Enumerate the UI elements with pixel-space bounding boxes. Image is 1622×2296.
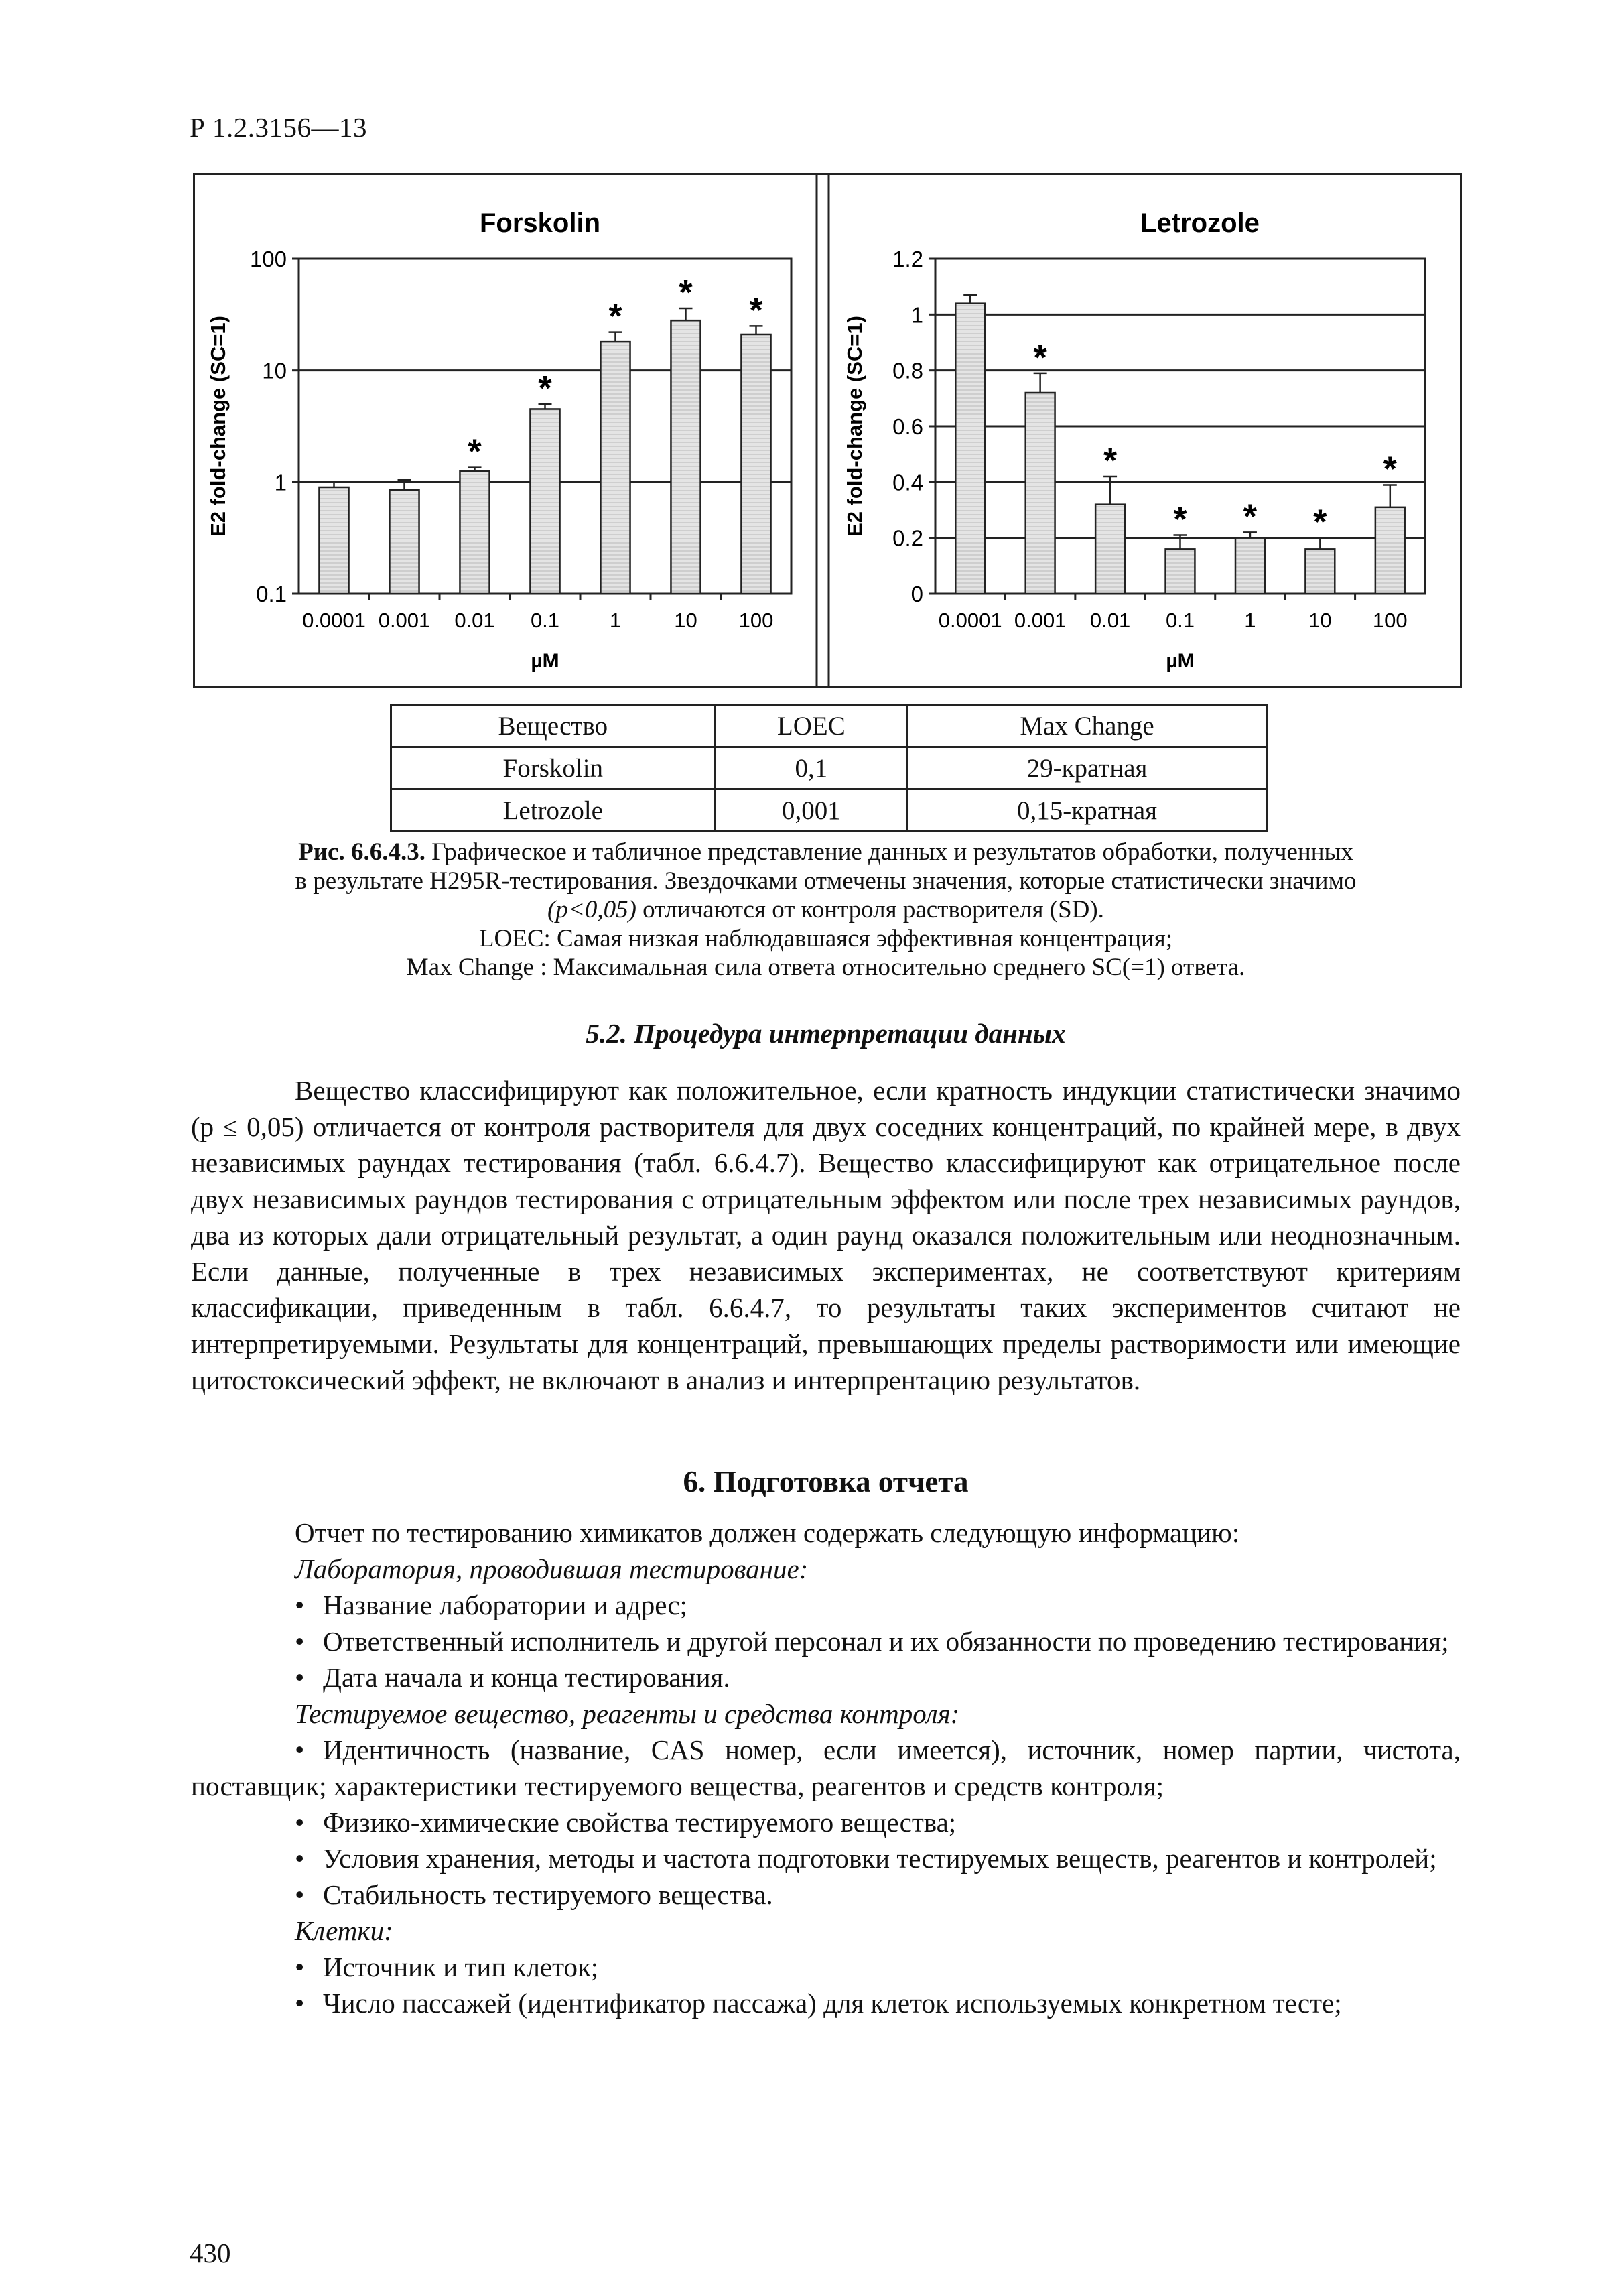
list-item (191, 1949, 1461, 1985)
bar (741, 334, 770, 594)
y-tick-label: 0.8 (892, 358, 923, 383)
y-tick-label: 1 (910, 302, 923, 328)
group-title: Лаборатория, проводившая тестирование: (295, 1553, 809, 1584)
bullet-icon: • (295, 1734, 305, 1765)
bar (1235, 538, 1265, 594)
x-tick-label: 0.0001 (938, 609, 1002, 632)
paragraph: Вещество классифицируют как положительное, если кратность индукции статистически значимо (p ≤ 0,05) отличается от контроля растворителя для двух соседних концентраций, по крайней мере, в двух независимых раундах тестирования (табл. 6.6.4.7). Вещество классифицируют как отрицательное после двух независимых раундов тестирования с отрицательным эффектом или после трех независимых раундов, два из которых дали отрицательный результат, а один раунд оказался положительным или неоднозначным. Если данные, полученные в трех независимых экспериментах, не соответствуют критериям классификации, приведенным в табл. 6.6.4.7, то результаты таких экспериментов считают не интерпретируемыми. Результаты для концентраций, превышающих пределы растворимости или имеющие цитостоксический эффект, не включают в анализ и интерпрентацию результатов. (191, 1075, 1461, 1395)
bar (530, 409, 559, 594)
significance-asterisk: * (1033, 338, 1047, 377)
bullet-icon: • (295, 1626, 305, 1657)
x-tick-label: 1 (609, 609, 622, 632)
table-header-cell: Вещество (391, 705, 716, 747)
list-item-text: Ответственный исполнитель и другой персонал и их обязанности по проведению тестирования; (323, 1626, 1449, 1657)
list-item (191, 1587, 1461, 1623)
list-item (191, 1804, 1461, 1840)
list-item-text: Идентичность (название, CAS номер, если имеется), источник, номер партии, чистота, поставщик; характеристики тестируемого вещества, реагентов и средств контроля; (191, 1734, 1461, 1801)
list-item-text: Число пассажей (идентификатор пассажа) для клеток используемых конкретном тесте; (323, 1988, 1342, 2019)
table-row (391, 789, 1267, 832)
y-axis-label: E2 fold-change (SC=1) (206, 316, 230, 537)
x-axis-label: µM (531, 650, 559, 672)
significance-asterisk: * (608, 297, 622, 336)
y-tick-label: 1 (274, 470, 287, 495)
intro-paragraph: Отчет по тестированию химикатов должен содержать следующую информацию: (295, 1517, 1240, 1548)
list-item (191, 1985, 1461, 2021)
y-tick-label: 1.2 (892, 247, 923, 271)
bar (1095, 505, 1125, 594)
list-item-text: Название лаборатории и адрес; (323, 1590, 688, 1620)
x-tick-label: 100 (1372, 609, 1408, 632)
caption-line: Графическое и табличное представление данных и результатов обработки, полученных (425, 838, 1353, 866)
results-table (390, 704, 1268, 832)
significance-asterisk: * (1173, 500, 1187, 539)
significance-asterisk: * (538, 369, 552, 408)
bar (1026, 393, 1055, 594)
list-item-text: Физико-химические свойства тестируемого вещества; (323, 1807, 957, 1838)
caption-label: Рис. 6.6.4.3. (298, 838, 425, 866)
table-row (391, 747, 1267, 789)
x-tick-label: 10 (1308, 609, 1332, 632)
page-number: 430 (190, 2238, 231, 2269)
list-item (191, 1623, 1461, 1659)
y-tick-label: 0 (910, 582, 923, 607)
significance-asterisk: * (1383, 450, 1397, 489)
section-title-5-2: 5.2. Процедура интерпретации данных (586, 1018, 1066, 1049)
section-5-2-body (191, 1072, 1461, 1398)
bar (319, 487, 348, 594)
bullet-icon: • (295, 1879, 305, 1910)
bullet-icon: • (295, 1988, 305, 2019)
section-title-6: 6. Подготовка отчета (683, 1465, 969, 1498)
figure-caption (191, 838, 1461, 982)
chart-title: Forskolin (479, 208, 601, 238)
y-tick-label: 0.4 (892, 470, 923, 495)
table-header-cell: LOEC (715, 705, 908, 747)
bar (1375, 507, 1405, 594)
list-item-text: Стабильность тестируемого вещества. (323, 1879, 773, 1910)
bullet-icon: • (295, 1590, 305, 1620)
list-item (191, 1876, 1461, 1913)
caption-pvalue: (p<0,05) (547, 896, 636, 923)
significance-asterisk: * (468, 432, 482, 472)
bar (389, 490, 419, 594)
bar (600, 342, 630, 594)
table-cell: 29-кратная (908, 747, 1267, 789)
y-tick-label: 0.6 (892, 414, 923, 439)
significance-asterisk: * (1243, 497, 1258, 537)
caption-line: LOEC: Самая низкая наблюдавшаяся эффективная концентрация; (478, 925, 1173, 952)
table-cell: 0,001 (715, 789, 908, 832)
list-item-text: Условия хранения, методы и частота подготовки тестируемых веществ, реагентов и контролей; (323, 1843, 1437, 1874)
significance-asterisk: * (679, 273, 693, 312)
caption-line: Max Change : Максимальная сила ответа относительно среднего SC(=1) ответа. (406, 954, 1245, 981)
running-header: Р 1.2.3156—13 (190, 112, 368, 143)
bar (1305, 549, 1335, 594)
x-tick-label: 1 (1244, 609, 1256, 632)
y-tick-label: 10 (262, 358, 287, 383)
bullet-icon: • (295, 1843, 305, 1874)
caption-line: в результате H295R-тестирования. Звездочками отмечены значения, которые статистически значимо (295, 867, 1357, 895)
x-tick-label: 100 (738, 609, 774, 632)
chart-title: Letrozole (1140, 208, 1260, 238)
bar (1166, 549, 1195, 594)
figure-charts (193, 173, 1462, 688)
significance-asterisk: * (1313, 503, 1327, 542)
group-title: Тестируемое вещество, реагенты и средства контроля: (295, 1698, 960, 1729)
y-tick-label: 0.1 (256, 582, 287, 607)
table-cell: Letrozole (391, 789, 716, 832)
x-tick-label: 0.001 (378, 609, 431, 632)
x-tick-label: 10 (674, 609, 697, 632)
table-cell: 0,1 (715, 747, 908, 789)
list-item (191, 1840, 1461, 1876)
bullet-icon: • (295, 1662, 305, 1693)
x-tick-label: 0.001 (1014, 609, 1067, 632)
bar (671, 320, 700, 594)
report-requirements (191, 1515, 1461, 2021)
group-title: Клетки: (295, 1915, 393, 1946)
bullet-icon: • (295, 1807, 305, 1838)
charts-svg (195, 175, 1460, 686)
list-item (191, 1732, 1461, 1804)
table-cell: Forskolin (391, 747, 716, 789)
bullet-icon: • (295, 1952, 305, 1982)
list-item-text: Дата начала и конца тестирования. (323, 1662, 730, 1693)
x-tick-label: 0.01 (454, 609, 495, 632)
y-tick-label: 0.2 (892, 525, 923, 551)
caption-line: отличаются от контроля растворителя (SD). (636, 896, 1104, 923)
y-axis-label: E2 fold-change (SC=1) (843, 316, 866, 537)
list-item-text: Источник и тип клеток; (323, 1952, 599, 1982)
bar (460, 471, 489, 594)
bar (955, 304, 985, 594)
significance-asterisk: * (749, 291, 763, 330)
significance-asterisk: * (1103, 442, 1118, 481)
x-axis-label: µM (1166, 650, 1195, 672)
list-item (191, 1659, 1461, 1696)
x-tick-label: 0.1 (1165, 609, 1195, 632)
y-tick-label: 100 (249, 247, 287, 271)
table-cell: 0,15-кратная (908, 789, 1267, 832)
x-tick-label: 0.0001 (302, 609, 366, 632)
x-tick-label: 0.1 (530, 609, 560, 632)
table-header-row (391, 705, 1267, 747)
table-header-cell: Max Change (908, 705, 1267, 747)
x-tick-label: 0.01 (1089, 609, 1131, 632)
